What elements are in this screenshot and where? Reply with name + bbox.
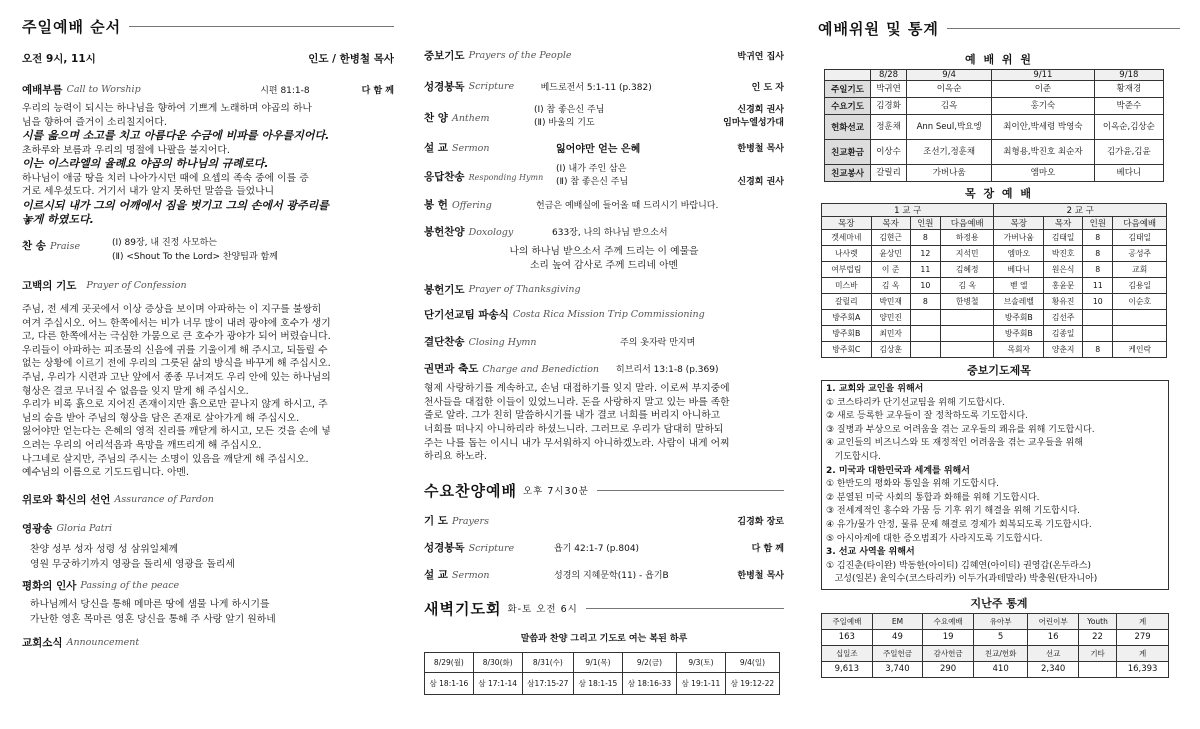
confession-line: 우리들이 아파하는 피조물의 신음에 귀를 기울이게 해 주시고, 되돌릴 수 [22,344,328,356]
staff-row [825,165,1164,182]
cell-value: 8 [1083,342,1113,358]
committee-stats-column [818,0,1180,729]
staff-cell: 박귀연 [871,81,907,98]
cell-group-2: 2 교 구 [994,204,1167,217]
stats-value: 22 [1078,629,1116,645]
cell-value: 방주회A [822,310,872,326]
cell-row [822,342,1167,358]
call-line: 우리의 능력이 되시는 하나님을 향하여 기쁘게 노래하며 야곱의 하나 [22,103,312,114]
charge-line: 천사들을 대접한 이들이 있었느니라. 돈을 사랑하지 말고 있는 바를 족한 [424,396,730,408]
stats-header: EM [872,613,923,629]
confession-line: 우리가 비록 흙으로 지어진 존재이지만 흙으로만 끝나지 않게 하시고, 주 [22,399,328,411]
dawn-ref-cell: 삼17:15-27 [522,672,573,694]
stats-value: 16,393 [1117,661,1169,677]
confession-line: 고, 다른 한쪽에서는 극심한 가뭄으로 큰 호수가 광야가 되어 버렸습니다. [22,331,331,343]
staff-role: 수요기도 [825,98,871,115]
charge-row: 권면과 축도 Charge and Benediction 히브리서 13:1-8 (p.369) [424,363,719,376]
wednesday-item-row [424,513,784,528]
cell-value: 8 [1083,246,1113,262]
cell-value: 양춘지 [1044,342,1083,358]
cell-row [822,278,1167,294]
staff-role: 친교환금 [825,140,871,165]
cell-header: 다음예배 [1113,217,1167,230]
section-title-committee: 예배위원 및 통계 [818,18,1180,39]
charge-line: 주는 나를 돕는 이시니 내가 무서워하지 아니하겠노라. 사람이 내게 어찌 [424,437,730,449]
stats-header: 주일예배 [822,613,873,629]
staff-cell: 베다니 [1094,165,1163,182]
cell-value: 베다니 [994,262,1044,278]
cell-value: 목회자 [994,342,1044,358]
staff-cell: 이옥순 [907,81,992,98]
cell-value [910,310,940,326]
title-rule [129,26,394,27]
cell-value: 벧 엘 [994,278,1044,294]
wednesday-item-row [424,540,784,555]
dawn-ref-cell: 삼 18:1-16 [425,672,474,694]
cell-value: 김용일 [1113,278,1167,294]
stats-value: 2,340 [1028,661,1079,677]
prayer-line: ① 김진춘(타이완) 박동한(아이티) 김혜연(아이티) 권영갑(온두라스) [826,560,1091,571]
call-to-worship-row: 예배부름 Call to Worship 시편 81:1-8 다 함 께 [22,84,394,96]
staff-date-header: 9/18 [1094,70,1163,81]
prayer-line: ⑤ 아시아계에 대한 증오범죄가 사라지도록 기도합시다. [826,533,1043,544]
doxology-line: 나의 하나님 받으소서 주께 드리는 이 예물을 [509,246,699,257]
confession-line: 여겨 주십시오. 어느 한쪽에서는 비가 너무 많이 내려 광야에 호수가 생기 [22,317,331,329]
cell-header: 인원 [1083,217,1113,230]
cell-value: 갈릴리 [822,294,872,310]
prayer-line: 기도합시다. [826,451,881,462]
cell-value: 8 [1083,262,1113,278]
dawn-day-cell: 8/31(수) [522,652,573,672]
charge-text [424,382,784,464]
stats-value-row [822,629,1169,645]
stats-value: 279 [1117,629,1169,645]
stats-value: 9,613 [822,661,873,677]
cell-value: 10 [1083,294,1113,310]
cell-value [910,326,940,342]
stats-value: 410 [973,661,1027,677]
cell-value: 나사렛 [822,246,872,262]
prayer-title: 중보기도제목 [967,364,1031,377]
wednesday-item-en: Scripture [468,542,515,554]
cell-value: 김태일 [1113,230,1167,246]
cell-value: 엠마오 [994,246,1044,262]
prayer-line: ④ 교인들의 비즈니스와 또 재정적인 어려움을 겪는 교우들을 위해 [826,438,1084,449]
staff-cell: 엠마오 [992,165,1095,182]
cell-value [1113,310,1167,326]
confession-line: 잃어야만 얻는다는 은혜의 영적 진리를 깨닫게 하시고, 모든 것을 손에 넣 [22,426,331,438]
staff-cell: 갈릴리 [871,165,907,182]
responding-hymn-row: 응답찬송 Responding Hymn (Ⅰ) 내가 주인 삼은 (Ⅱ) 참 좋은신 주님 신경희 권사 [424,164,784,187]
staff-cell: 정훈채 [871,115,907,140]
wednesday-item-person: 다 함 께 [751,543,784,554]
cell-value: 10 [910,278,940,294]
stats-header: 친교/헌화 [973,645,1027,661]
cell-value: 방주회C [822,342,872,358]
stats-header: 수요예배 [923,613,974,629]
stats-value: 163 [822,629,873,645]
call-line: 놓게 하였도다. [22,213,94,227]
prayer-line: 3. 선교 사역을 위해서 [826,547,915,558]
cell-value: 방주회B [994,310,1044,326]
cell-value: 황유진 [1044,294,1083,310]
cell-header: 인원 [910,217,940,230]
gloria-row: 영광송 Gloria Patri [22,522,113,535]
staff-table-title: 예 배 위 원 [965,53,1033,66]
cell-header: 목자 [1044,217,1083,230]
charge-line: 형제 사랑하기를 계속하고, 손님 대접하기를 잊지 말라. 이로써 부지중에 [424,383,730,395]
charge-line: 하리요 하노라. [424,451,488,463]
confession-line: 으려는 우리의 어리석음과 욕망을 깨뜨리게 해 주십시오. [22,439,262,451]
cell-value: 방주회B [822,326,872,342]
staff-cell: 이상수 [871,140,907,165]
cell-value: 지석민 [940,246,994,262]
charge-line: 줄로 알라. 그가 친히 말씀하시기를 내가 결코 너희를 버리지 아니하고 [424,410,721,422]
offering-row: 봉 헌 Offering 헌금은 예배실에 들어올 때 드리시기 바랍니다. [424,199,719,211]
call-line: 초하루와 보름과 우리의 명절에 나팔을 불지어다. [22,144,230,156]
stats-value: 5 [973,629,1027,645]
staff-row [825,81,1164,98]
cell-value: 11 [1083,278,1113,294]
stats-header-row [822,645,1169,661]
prayer-line: ① 코스타리카 단기선교팀을 위해 기도합시다. [826,397,1005,408]
staff-cell: Ann Seul,박요엥 [907,115,992,140]
cell-row [822,246,1167,262]
cell-value: 교회 [1113,262,1167,278]
gloria-line: 영원 무궁하기까지 영광을 돌리세 영광을 돌리세 [30,558,235,570]
cell-header-row [822,217,1167,230]
call-line: 님을 향하여 즐거이 소리칠지어다. [22,116,167,128]
stats-header: 계 [1117,645,1169,661]
call-to-worship-text [22,102,394,228]
stats-header-row [822,613,1169,629]
cell-row [822,230,1167,246]
stats-value [1078,661,1116,677]
praise-row: 찬 송 Praise (Ⅰ) 89장, 내 진정 사모하는 (Ⅱ) <Shout To the Lord> 찬양팀과 함께 [22,237,278,262]
confession-line: 주님, 전 세계 곳곳에서 이상 증상을 보이며 아파하는 이 지구를 불쌍히 [22,303,322,315]
peace-text [22,597,394,627]
staff-cell: 이옥순,김상순 [1094,115,1163,140]
prayer-line: ④ 유가/물가 안정, 물류 문제 해결로 경제가 회복되도록 기도합시다. [826,519,1092,530]
cell-header: 목자 [871,217,910,230]
staff-role: 헌화선교 [825,115,871,140]
cell-value: 이 준 [871,262,910,278]
staff-row [825,98,1164,115]
thanksgiving-row: 봉헌기도 Prayer of Thanksgiving [424,284,581,297]
dawn-day-cell: 9/1(목) [574,652,623,672]
confession-line: 형상은 결코 무너질 수 없음을 잊지 말게 해 주십시오. [22,385,249,397]
mission-row: 단기선교팀 파송식 Costa Rica Mission Trip Commissioning [424,309,705,322]
time-leader-row [22,51,394,66]
cell-group-row [822,204,1167,217]
charge-line: 너희를 떠나지 아니하리라 하셨느니라. 그러므로 우리가 담대히 말하되 [424,423,724,435]
staff-cell: 김경화 [871,98,907,115]
cell-value: 김종일 [1044,326,1083,342]
order-of-worship-column-2 [424,0,784,729]
prayer-line: ② 새로 등록한 교우들이 잘 정착하도록 기도합시다. [826,411,1028,422]
cell-value: 박진호 [1044,246,1083,262]
staff-corner [825,70,871,81]
cell-value: 12 [910,246,940,262]
dawn-refs-row [425,672,780,694]
gloria-line: 찬양 성부 성자 성령 성 삼위일체께 [30,543,179,555]
confession-line: 나그네로 살지만, 주님의 주시는 소명이 있음을 깨닫게 해 주십시오. [22,453,309,465]
cell-row [822,326,1167,342]
prayer-line: ② 분열된 미국 사회의 통합과 화해를 위해 기도합시다. [826,492,1040,503]
confession-line: 님의 숨을 받아 주님의 형상을 담은 존재로 살아가게 해 주십시오. [22,412,300,424]
cell-value [940,310,994,326]
peace-line: 하나님께서 당신을 통해 메마른 땅에 샘물 나게 하시기를 [30,598,270,610]
scripture-row: 성경봉독 Scripture 베드로전서 5:1-11 (p.382) 인 도 자 [424,81,784,93]
call-line: 거로 세우셨도다. 거기서 내가 알지 못하던 말씀을 들었나니 [22,186,275,198]
assurance-row: 위로와 확신의 선언 Assurance of Pardon [22,493,214,506]
stats-header: 기타 [1078,645,1116,661]
cell-value: 가버나움 [994,230,1044,246]
wednesday-item-person: 김경화 장로 [737,516,784,527]
stats-header: Youth [1078,613,1116,629]
cell-value: 박민재 [871,294,910,310]
cell-value: 김 옥 [940,278,994,294]
cell-group-table [821,203,1167,358]
stats-value: 49 [872,629,923,645]
wednesday-item-row [424,567,784,582]
cell-value: 8 [910,294,940,310]
staff-cell: 김가윤,김윤 [1094,140,1163,165]
confession-line: 예수님의 이름으로 기도드립니다. 아멘. [22,467,189,479]
stats-header: 선교 [1028,645,1079,661]
sermon-row: 설 교 Sermon 잃어야만 얻는 은혜 한병철 목사 [424,142,784,155]
cell-group-1: 1 교 구 [822,204,994,217]
wednesday-item-label: 설 교 [424,568,448,581]
cell-value: 양민진 [871,310,910,326]
dawn-day-cell: 9/3(토) [677,652,726,672]
staff-cell: 이준 [992,81,1095,98]
announcement-row: 교회소식 Announcement [22,636,140,649]
dawn-ref-cell: 삼 18:1-15 [574,672,623,694]
wednesday-items [424,513,784,582]
staff-cell: 가버나움 [907,165,992,182]
cell-value: 윤상민 [871,246,910,262]
dawn-ref-cell: 삼 17:1-14 [473,672,522,694]
staff-cell: 홍기숙 [992,98,1095,115]
section-title-sunday: 주일예배 순서 [22,16,394,37]
cell-value: 김태일 [1044,230,1083,246]
prayer-line: 2. 미국과 대한민국과 세계를 위해서 [826,465,970,476]
staff-row [825,115,1164,140]
cell-value: 김현근 [871,230,910,246]
cell-value: 여부럽림 [822,262,872,278]
staff-table [824,69,1164,182]
staff-cell: 최형용,박진호 최순자 [992,140,1095,165]
prayer-line: ① 한반도의 평화와 통일을 위해 기도합시다. [826,479,1000,490]
staff-cell: 김옥 [907,98,992,115]
staff-role: 주일기도 [825,81,871,98]
cell-value [940,326,994,342]
staff-date-header: 9/11 [992,70,1095,81]
cell-value: 원은식 [1044,262,1083,278]
stats-value: 290 [923,661,974,677]
cell-value: 케인락 [1113,342,1167,358]
wednesday-item-detail: 성경의 지혜문학(11) - 욥기B [554,570,669,581]
dawn-ref-cell: 삼 18:16-33 [622,672,676,694]
call-line: 이르시되 내가 그의 어깨에서 짐을 벗기고 그의 손에서 광주리를 [22,198,329,212]
confession-row: 고백의 기도 Prayer of Confession [22,279,187,292]
cell-row [822,294,1167,310]
wednesday-item-label: 성경봉독 [424,541,465,554]
wednesday-item-label: 기 도 [424,514,448,527]
stats-header: 십일조 [822,645,873,661]
cell-value: 11 [910,262,940,278]
staff-header-row [825,70,1164,81]
dawn-ref-cell: 삼 19:1-11 [677,672,726,694]
cell-value: 방주회B [994,326,1044,342]
stats-header: 감사헌금 [923,645,974,661]
confession-text [22,303,394,480]
cell-value: 8 [1083,230,1113,246]
peace-row: 평화의 인사 Passing of the peace [22,579,180,592]
doxology-row: 봉헌찬양 Doxology 633장, 나의 하나님 받으소서 [424,226,668,238]
wednesday-item-en: Prayers [451,515,489,527]
call-line: 하나님이 애굽 땅을 치러 나아가시던 때에 요셉의 족속 중에 이를 증 [22,172,309,184]
stats-header: 계 [1117,613,1169,629]
prayers-of-people-row: 중보기도 Prayers of the People 박귀연 집사 [424,50,784,62]
cell-value [1083,326,1113,342]
prayer-line: 고성(일본) 윤익수(코스타리카) 이두가(과테말라) 박충원(탄자니아) [826,574,1098,585]
dawn-ref-cell: 삼 19:12-22 [725,672,779,694]
cell-value: 김혜정 [940,262,994,278]
call-line: 이는 이스라엘의 율례요 야곱의 하나님의 규례로다. [22,157,269,171]
cell-value: 한병철 [940,294,994,310]
peace-line: 가난한 영혼 목마른 영혼 당신을 통해 주 사랑 알기 원하네 [30,613,276,625]
cell-header: 목장 [822,217,872,230]
cell-value: 김선주 [1044,310,1083,326]
staff-cell: 최이안,박세령 박영숙 [992,115,1095,140]
staff-role: 친교봉사 [825,165,871,182]
cell-value: 공성주 [1113,246,1167,262]
dawn-day-cell: 9/2(금) [622,652,676,672]
stats-header: 어린이부 [1028,613,1079,629]
dawn-days-row [425,652,780,672]
closing-hymn-row: 결단찬송 Closing Hymn 주의 옷자락 만지며 [424,336,696,349]
cell-header: 다음예배 [940,217,994,230]
cell-value: 브솔레벨 [994,294,1044,310]
dawn-subtitle: 말씀과 찬양 그리고 기도로 여는 복된 하루 [520,633,688,644]
call-line: 시를 읊으며 소고를 치고 아름다운 수금에 비파를 아우를지어다. [22,129,330,143]
cell-value: 홍윤문 [1044,278,1083,294]
stats-value-row [822,661,1169,677]
doxology-text [424,245,784,272]
cell-header: 목장 [994,217,1044,230]
prayer-list [821,380,1169,590]
cell-value: 하정용 [940,230,994,246]
dawn-schedule-table [424,652,780,695]
wednesday-item-en: Sermon [451,569,490,581]
section-title-dawn: 새벽기도회 화-토 오전 6시 [424,598,784,619]
cell-value: 김 옥 [871,278,910,294]
stats-title: 지난주 통계 [970,596,1028,610]
anthem-row: 찬 양 Anthem (Ⅰ) 참 좋은신 주님 신경희 권사 (Ⅱ) 바울의 기도 임마누엘성가대 [424,105,784,128]
staff-cell: 황재경 [1094,81,1163,98]
staff-date-header: 8/28 [871,70,907,81]
cell-row [822,310,1167,326]
cell-value: 미스바 [822,278,872,294]
service-time: 오전 9시, 11시 [22,53,96,65]
cell-table-title: 목 장 예 배 [965,187,1033,200]
staff-row [825,140,1164,165]
order-of-worship-column [22,0,394,729]
cell-value [910,342,940,358]
cell-row [822,262,1167,278]
staff-cell: 조선기,정훈채 [907,140,992,165]
confession-line: 주님, 우리가 시련과 고난 앞에서 종종 무너져도 우리 안에 있는 하나님의 [22,371,331,383]
cell-value [1083,310,1113,326]
cell-value: 겟세마네 [822,230,872,246]
wednesday-item-person: 한병철 목사 [737,570,784,581]
cell-value [940,342,994,358]
stats-value: 19 [923,629,974,645]
cell-value: 김상훈 [871,342,910,358]
stats-value: 16 [1028,629,1079,645]
prayer-line: 1. 교회와 교인을 위해서 [826,384,924,394]
stats-table [821,613,1169,678]
prayer-line: ③ 질병과 부상으로 어려움을 겪는 교우들의 쾌유를 위해 기도합시다. [826,424,1095,435]
gloria-text [22,542,394,572]
dawn-day-cell: 8/30(화) [473,652,522,672]
section-title-wednesday: 수요찬양예배 오후 7시30분 [424,480,784,501]
cell-value: 이순호 [1113,294,1167,310]
stats-header: 유아부 [973,613,1027,629]
prayer-line: ③ 전세계적인 홍수와 가뭄 등 기후 위기 해결을 위해 기도합시다. [826,506,1081,517]
service-leader: 인도 / 한병철 목사 [308,53,394,65]
dawn-day-cell: 8/29(월) [425,652,474,672]
cell-value [1113,326,1167,342]
stats-header: 주일헌금 [872,645,923,661]
dawn-day-cell: 9/4(일) [725,652,779,672]
doxology-line: 소리 높여 감사로 주께 드리네 아멘 [529,259,679,271]
stats-value: 3,740 [872,661,923,677]
confession-line: 없는 상황에 이르기 전에 우리의 그릇된 삶의 방식을 바꾸게 해 주십시오. [22,358,331,370]
staff-cell: 박준수 [1094,98,1163,115]
staff-date-header: 9/4 [907,70,992,81]
cell-value: 최민자 [871,326,910,342]
wednesday-item-detail: 욥기 42:1-7 (p.804) [554,543,640,554]
cell-value: 8 [910,230,940,246]
